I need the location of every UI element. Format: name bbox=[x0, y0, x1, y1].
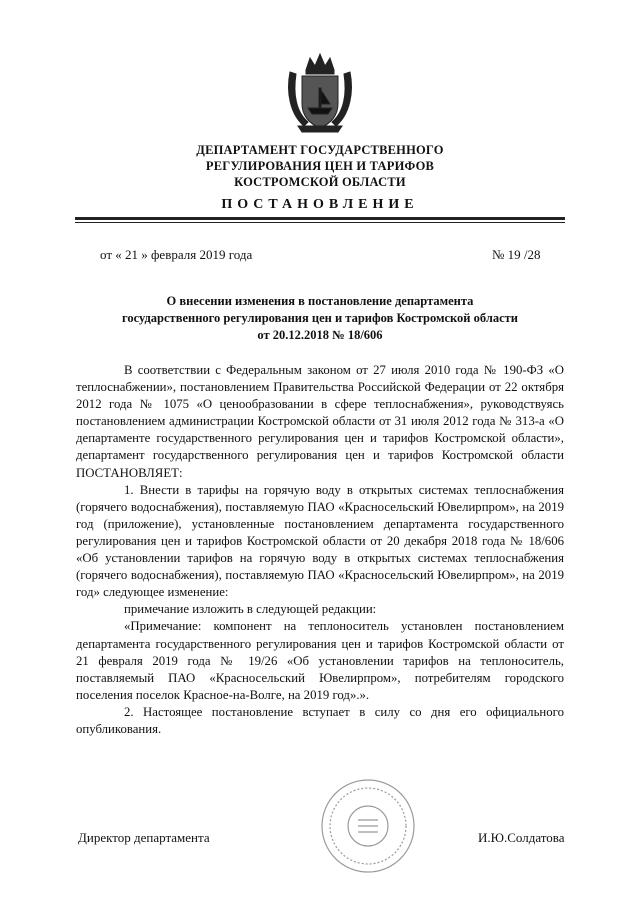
title-divider-thick bbox=[75, 217, 565, 220]
paragraph-note-intro: примечание изложить в следующей редакции: bbox=[124, 602, 377, 617]
official-stamp bbox=[318, 776, 418, 876]
title-divider-thin bbox=[75, 222, 565, 223]
paragraph-preamble: В соответствии с Федеральным законом от 27 июля 2010 года № 190-ФЗ «О теплоснабжении», постановлением Правительства Российской Федерации от 22 октября 2012 года № 1075 «О ценообразовании в сфере теплоснабжения», руководствуясь постановлением администрации Костромской области от 31 июля 2012 года № 313-а «О департаменте государственного регулирования цен и тарифов Костромской области», департамент государственного регулирования цен и тарифов Костромской области ПОСТАНОВЛЯЕТ: bbox=[76, 363, 564, 480]
coat-of-arms-emblem bbox=[284, 52, 356, 134]
subject-line-3: от 20.12.2018 № 18/606 bbox=[257, 328, 383, 342]
department-line-2: РЕГУЛИРОВАНИЯ ЦЕН И ТАРИФОВ bbox=[205, 159, 435, 173]
document-body bbox=[76, 362, 564, 738]
paragraph-note-text: «Примечание: компонент на теплоноситель установлен постановлением департамента государственного регулирования цен и тарифов Костромской области от 21 февраля 2019 года № 19/26 «Об установлении тарифов на теплоноситель, поставляемый ПАО «Красносельский Ювелирпром», потребителям городского поселения поселок Красное-на-Волге, на 2019 год».». bbox=[76, 619, 564, 702]
department-line-1: ДЕПАРТАМЕНТ ГОСУДАРСТВЕННОГО bbox=[196, 143, 444, 157]
department-name bbox=[0, 142, 640, 190]
signatory-name: И.Ю.Солдатова bbox=[478, 830, 565, 845]
document-date: от « 21 » февраля 2019 года bbox=[100, 247, 253, 262]
paragraph-item-1: 1. Внести в тарифы на горячую воду в открытых системах теплоснабжения (горячего водоснабжения), поставляемую ПАО «Красносельский Ювелирпром», на 2019 год (приложение), установленные постановлением департамента государственного регулирования цен и тарифов Костромской области от 20 декабря 2018 года № 18/606 «Об установлении тарифов на горячую воду в открытых системах теплоснабжения (горячего водоснабжения), поставляемую ПАО «Красносельский Ювелирпром», на 2019 год» следующее изменение: bbox=[76, 482, 564, 600]
document-subject bbox=[80, 293, 560, 344]
document-type-title: ПОСТАНОВЛЕНИЕ bbox=[221, 197, 419, 212]
department-line-3: КОСТРОМСКОЙ ОБЛАСТИ bbox=[234, 175, 406, 189]
subject-line-2: государственного регулирования цен и тарифов Костромской области bbox=[122, 311, 518, 325]
signatory-position: Директор департамента bbox=[78, 830, 210, 845]
subject-line-1: О внесении изменения в постановление департамента bbox=[166, 294, 474, 308]
paragraph-item-2: 2. Настоящее постановление вступает в силу со дня его официального опубликования. bbox=[76, 704, 564, 736]
document-number: № 19 /28 bbox=[492, 247, 541, 262]
